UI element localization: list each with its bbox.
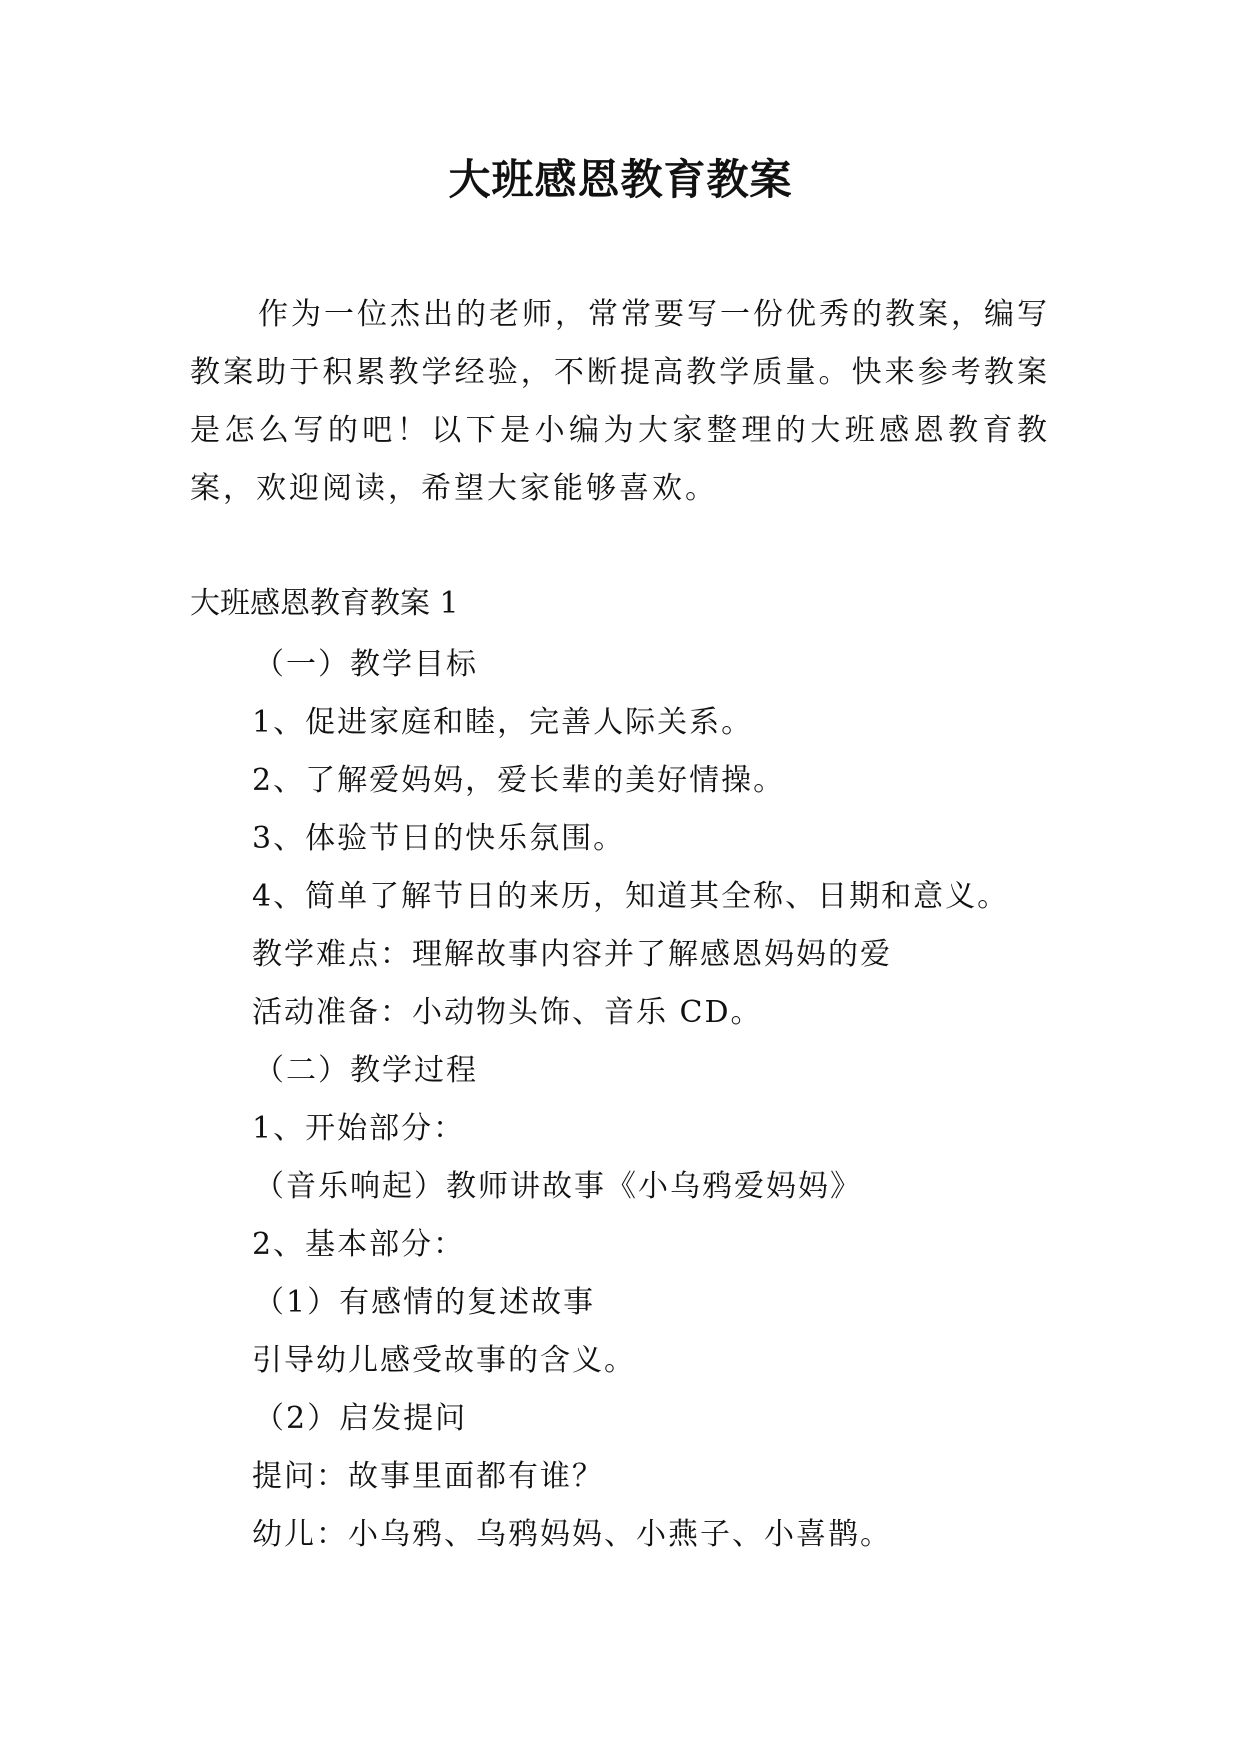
section-heading: 大班感恩教育教案 1 (190, 586, 459, 621)
process-substep: （1）有感情的复述故事 (254, 1285, 596, 1320)
document-title: 大班感恩教育教案 (448, 155, 793, 204)
answer-line: 幼儿：小乌鸦、乌鸦妈妈、小燕子、小喜鹊。 (252, 1517, 892, 1552)
process-detail: （音乐响起）教师讲故事《小乌鸦爱妈妈》 (254, 1169, 862, 1204)
process-substep: （2）启发提问 (254, 1401, 468, 1436)
activity-preparation: 活动准备：小动物头饰、音乐 CD。 (252, 995, 763, 1030)
goal-item: 2、了解爱妈妈，爱长辈的美好情操。 (252, 763, 786, 798)
teaching-difficulty: 教学难点：理解故事内容并了解感恩妈妈的爱 (252, 937, 892, 972)
goal-item: 1、促进家庭和睦，完善人际关系。 (252, 705, 754, 740)
goal-item: 4、简单了解节日的来历，知道其全称、日期和意义。 (252, 879, 1010, 914)
process-step: 2、基本部分： (252, 1227, 466, 1262)
intro-paragraph: 作为一位杰出的老师，常常要写一份优秀的教案，编写教案助于积累教学经验，不断提高教学质量。快来参考教案是怎么写的吧！以下是小编为大家整理的大班感恩教育教案，欢迎阅读，希望大家能够喜欢。 (190, 297, 1050, 506)
subheading-teaching-goals: （一）教学目标 (254, 647, 478, 682)
process-detail: 引导幼儿感受故事的含义。 (252, 1343, 636, 1378)
goal-item: 3、体验节日的快乐氛围。 (252, 821, 626, 856)
subheading-teaching-process: （二）教学过程 (254, 1053, 478, 1088)
process-step: 1、开始部分： (252, 1111, 466, 1146)
lesson-content (252, 636, 1009, 1564)
question-line: 提问：故事里面都有谁？ (252, 1459, 604, 1494)
